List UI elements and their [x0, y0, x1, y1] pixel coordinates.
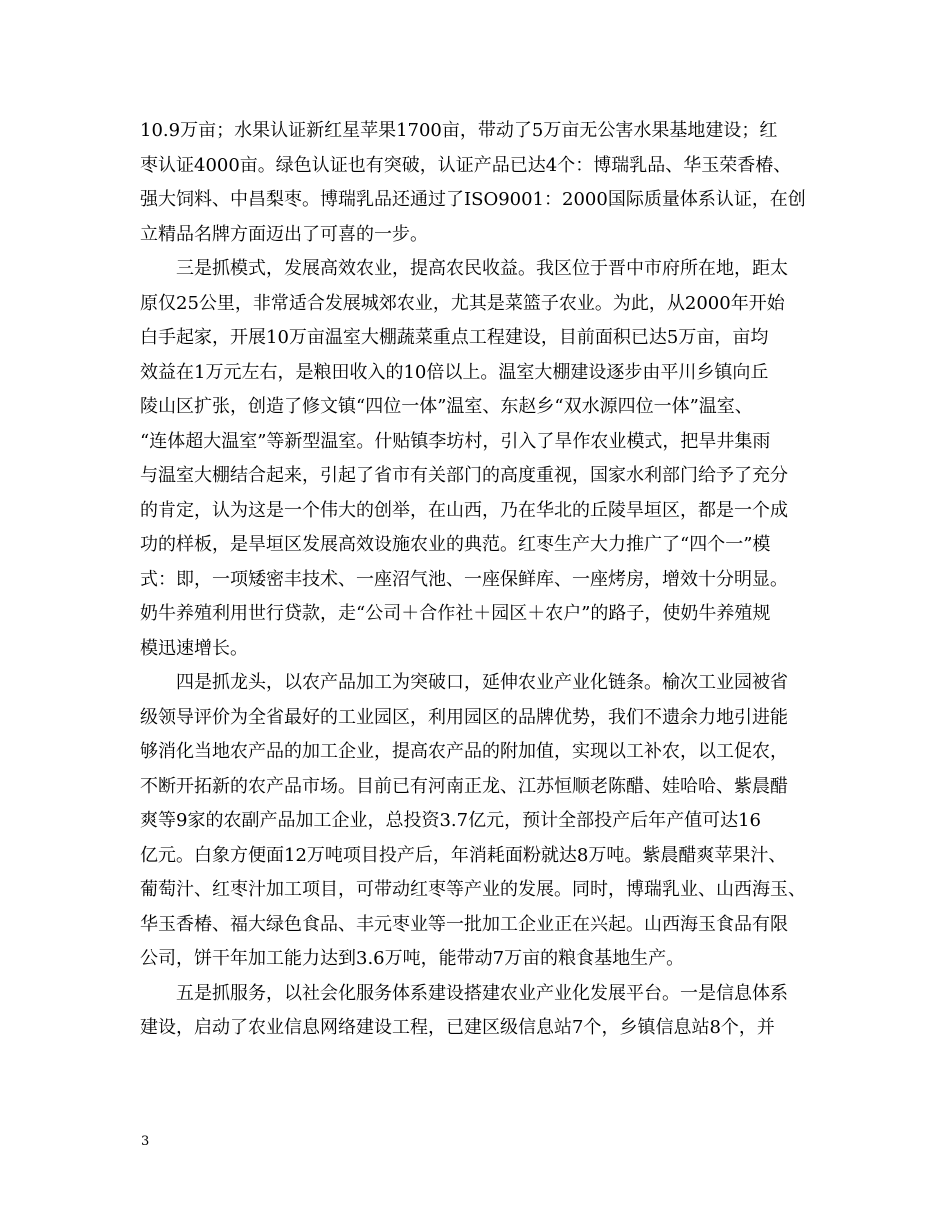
- text-line: 不断开拓新的农产品市场。目前已有河南正龙、江苏恒顺老陈醋、娃哈哈、紫晨醋: [140, 775, 788, 797]
- text-line: 立精品名牌方面迈出了可喜的一步。: [140, 223, 428, 245]
- text-line: 功的样板，是旱垣区发展高效设施农业的典范。红枣生产大力推广了“四个一”模: [140, 534, 771, 555]
- text-line: 效益在1万元左右，是粮田收入的10倍以上。温室大棚建设逐步由平川乡镇向丘: [140, 361, 769, 383]
- text-line: 白手起家，开展10万亩温室大棚蔬菜重点工程建设，目前面积已达5万亩，亩均: [140, 327, 769, 348]
- text-line: 公司，饼干年加工能力达到3.6万吨，能带动7万亩的粮食基地生产。: [140, 948, 685, 969]
- document-body: [140, 114, 820, 1046]
- text-line: 够消化当地农产品的加工企业，提高农产品的附加值，实现以工补农，以工促农，: [140, 741, 788, 762]
- text-line: 式：即，一项矮密丰技术、一座沼气池、一座保鲜库、一座烤房，增效十分明显。: [140, 568, 788, 590]
- text-line: 与温室大棚结合起来，引起了省市有关部门的高度重视，国家水利部门给予了充分: [140, 465, 788, 486]
- text-line: 陵山区扩张，创造了修文镇“四位一体”温室、东赵乡“双水源四位一体”温室、: [140, 396, 753, 417]
- page-number: 3: [141, 1134, 150, 1149]
- text-line: 亿元。白象方便面12万吨项目投产后，年消耗面粉就达8万吨。紫晨醋爽苹果汁、: [140, 844, 787, 866]
- text-line: 建设，启动了农业信息网络建设工程，已建区级信息站7个，乡镇信息站8个，并: [140, 1017, 775, 1038]
- text-line: 的肯定，认为这是一个伟大的创举，在山西，乃在华北的丘陵旱垣区，都是一个成: [140, 499, 788, 521]
- text-line: 葡萄汁、红枣汁加工项目，可带动红枣等产业的发展。同时，博瑞乳业、山西海玉、: [140, 879, 806, 900]
- text-line: 10.9万亩；水果认证新红星苹果1700亩，带动了5万亩无公害水果基地建设；红: [140, 120, 778, 141]
- paragraph-first-line: 三是抓模式，发展高效农业，提高农民收益。我区位于晋中市府所在地，距太: [176, 258, 788, 279]
- text-line: 强大饲料、中昌梨枣。博瑞乳品还通过了ISO9001：2000国际质量体系认证，在创: [140, 189, 806, 210]
- paragraph-first-line: 五是抓服务，以社会化服务体系建设搭建农业产业化发展平台。一是信息体系: [176, 982, 788, 1004]
- text-line: 模迅速增长。: [140, 637, 248, 659]
- text-line: 级领导评价为全省最好的工业园区，利用园区的品牌优势，我们不遗余力地引进能: [140, 706, 788, 728]
- paragraph-first-line: 四是抓龙头，以农产品加工为突破口，延伸农业产业化链条。榆次工业园被省: [176, 672, 788, 693]
- text-line: 华玉香椿、福大绿色食品、丰元枣业等一批加工企业正在兴起。山西海玉食品有限: [140, 913, 788, 935]
- text-line: 原仅25公里，非常适合发展城郊农业，尤其是菜篮子农业。为此，从2000年开始: [140, 292, 785, 314]
- text-line: 爽等9家的农副产品加工企业，总投资3.7亿元，预计全部投产后年产值可达16: [140, 810, 761, 831]
- text-line: “连体超大温室”等新型温室。什贴镇李坊村，引入了旱作农业模式，把旱井集雨: [140, 430, 771, 452]
- text-line: 奶牛养殖利用世行贷款，走“公司＋合作社＋园区＋农户”的路子，使奶牛养殖规: [140, 603, 771, 624]
- text-line: 枣认证4000亩。绿色认证也有突破，认证产品已达4个：博瑞乳品、华玉荣香椿、: [140, 154, 792, 176]
